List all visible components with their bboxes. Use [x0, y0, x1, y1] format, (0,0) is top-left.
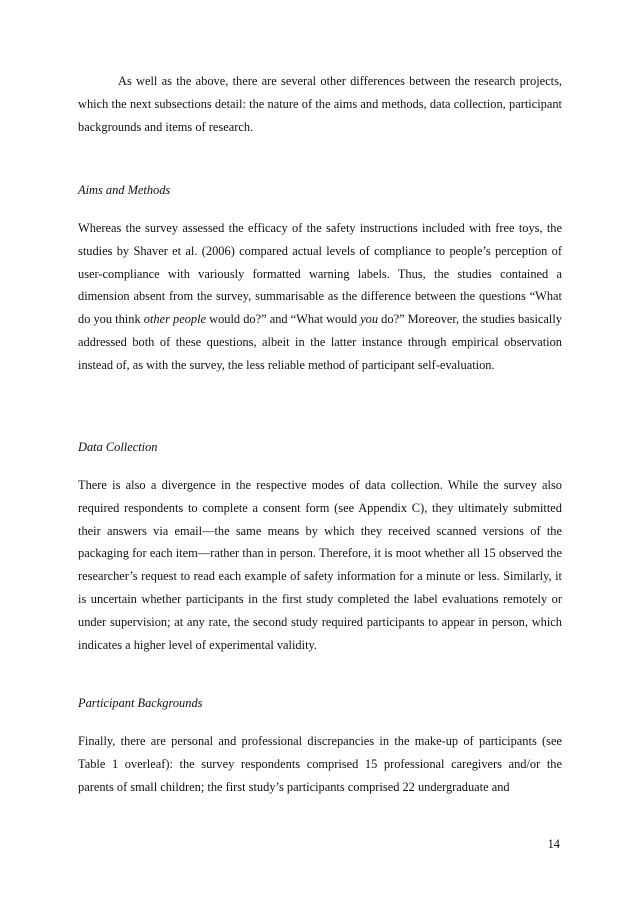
intro-paragraph: As well as the above, there are several other differences between the research projects, which the next subsections detail: the nature of the aims and methods, data collection, participant backgrounds and items of research. — [78, 74, 562, 134]
paragraph-text: do?” Moreover, the studies basically addressed both of these questions, albeit in the latter instance through empirical observation instead of, as with the survey, the less reliable method of participant self-evaluation. — [78, 312, 563, 372]
page-number: 14 — [547, 837, 560, 851]
section-heading-data-collection: Data Collection — [78, 440, 158, 454]
paragraph-text: Whereas the survey assessed the efficacy of the safety instructions included with free toys, the studies by Shaver et al. (2006) compared actual levels of compliance to people’s perception of user-compliance with variously formatted warning labels. Thus, the studies contained a dimension absent from the survey, summarisable as the difference between the questions “What do you think — [78, 221, 562, 327]
section-heading-aims-and-methods: Aims and Methods — [78, 183, 171, 197]
data-collection-paragraph: There is also a divergence in the respective modes of data collection. While the survey also required respondents to complete a consent form (see Appendix C), they ultimately submitted their answers via email—the same means by which they received scanned versions of the packaging for each item—rather than in person. Therefore, it is moot whether all 15 observed the researcher’s request to read each example of safety information for a minute or less. Similarly, it is uncertain whether participants in the first study completed the label evaluations remotely or under supervision; at any rate, the second study required participants to appear in person, which indicates a higher level of experimental validity. — [78, 478, 562, 652]
participant-backgrounds-paragraph: Finally, there are personal and professional discrepancies in the make-up of participants (see Table 1 overleaf): the survey respondents comprised 15 professional caregivers and/or the parents of small children; the first study’s participants comprised 22 undergraduate and — [78, 734, 562, 794]
emphasis-you: you — [360, 312, 379, 327]
emphasis-other-people: other people — [143, 312, 207, 327]
aims-and-methods-paragraph — [78, 217, 562, 377]
paragraph-text: would do?” and “What would — [206, 312, 361, 327]
section-heading-participant-backgrounds: Participant Backgrounds — [78, 696, 203, 710]
